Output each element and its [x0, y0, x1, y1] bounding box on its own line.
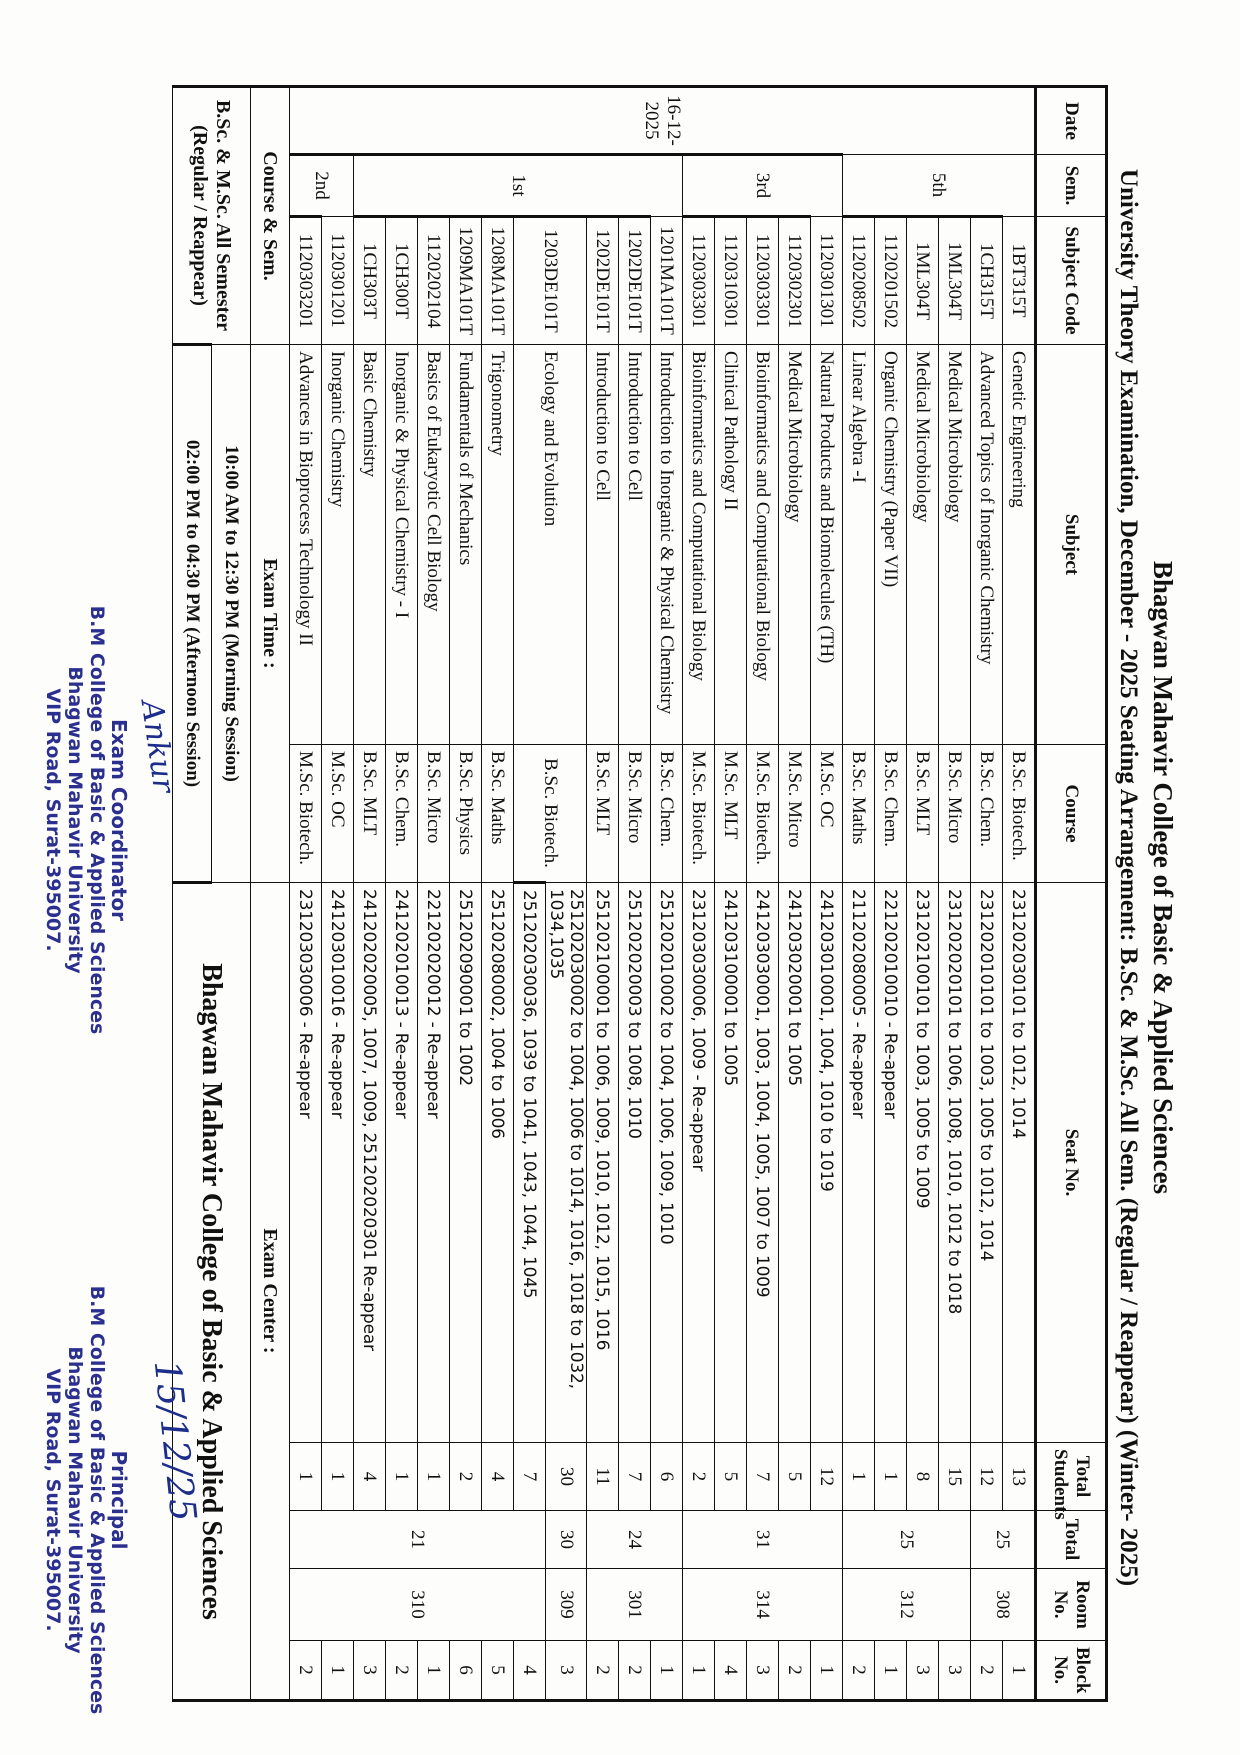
table-row: [1003, 87, 1036, 1701]
course: M.Sc. Biotech.: [290, 745, 322, 883]
col-seat-no: Seat No.: [1036, 883, 1107, 1443]
seat-range: 251202030036, 1039 to 1041, 1043, 1044, 1045: [514, 883, 546, 1443]
subject-name: Introduction to Cell: [587, 345, 619, 745]
room-total: 31: [683, 1511, 843, 1569]
afternoon-session: 02:00 PM to 04:30 PM (Afternoon Session): [173, 345, 212, 883]
table-row: [290, 87, 322, 1701]
total-students: 5: [715, 1443, 747, 1511]
seat-range: 231202010101 to 1003, 1005 to 1012, 1014: [971, 883, 1003, 1443]
total-students: 12: [811, 1443, 843, 1511]
seat-range: 241203020001 to 1005: [779, 883, 811, 1443]
subject-name: Genetic Engineering: [1003, 345, 1036, 745]
seat-range: 251202030002 to 1004, 1006 to 1014, 1016, 1018 to 1032, 1034,1035: [546, 883, 587, 1443]
course-sem-value-line1: B.Sc. & M.Sc. All Semester: [212, 99, 235, 332]
exam-time-label: Exam Time :: [251, 345, 290, 883]
subject-code: 1120310301: [715, 217, 747, 345]
subject-name: Bioinformatics and Computational Biology: [747, 345, 779, 745]
block-number: 3: [907, 1641, 939, 1701]
col-room-no: Room No.: [1036, 1569, 1107, 1641]
subject-code: 1203DE101T: [514, 217, 587, 345]
principal-stamp-line1: B.M College of Basic & Applied Sciences: [86, 1285, 108, 1715]
subject-name: Medical Microbiology: [779, 345, 811, 745]
subject-code: 1120208502: [843, 217, 875, 345]
subject-code: 1CH300T: [386, 217, 418, 345]
course: B.Sc. Chem.: [875, 745, 907, 883]
exam-subtitle: University Theory Examination, December - 2025 Seating Arrangement: B.Sc. & M.Sc. All Sem. (Regular / Reappear) (Winter- 2025): [1115, 168, 1142, 1587]
subject-code: 1209MA101T: [450, 217, 482, 345]
table-row: [546, 87, 587, 1701]
table-row: [779, 87, 811, 1701]
subject-name: Introduction to Inorganic & Physical Chemistry: [651, 345, 683, 745]
course: B.Sc. Physics: [450, 745, 482, 883]
table-row: [715, 87, 747, 1701]
coordinator-role: Exam Coordinator: [107, 719, 131, 921]
subject-name: Advances in Bioprocess Technology II: [290, 345, 322, 745]
subject-name: Fundamentals of Mechanics: [450, 345, 482, 745]
subject-name: Basic Chemistry: [354, 345, 386, 745]
block-number: 1: [811, 1641, 843, 1701]
seat-range: 231203030006, 1009 - Re-appear: [683, 883, 715, 1443]
room-total: 21: [290, 1511, 546, 1569]
room-number: 308: [971, 1569, 1036, 1641]
total-students: 15: [939, 1443, 971, 1511]
col-total-students: Total Students: [1036, 1443, 1107, 1511]
table-row: [587, 87, 619, 1701]
footer-labels-row: [251, 87, 290, 1701]
coordinator-stamp-line1: B.M College of Basic & Applied Sciences: [86, 605, 108, 1035]
col-subject-code: Subject Code: [1036, 217, 1107, 345]
course: B.Sc. MLT: [907, 745, 939, 883]
total-students: 4: [354, 1443, 386, 1511]
course: B.Sc. MLT: [354, 745, 386, 883]
block-number: 4: [514, 1641, 546, 1701]
block-number: 1: [875, 1641, 907, 1701]
seat-range: 231202100101 to 1003, 1005 to 1009: [907, 883, 939, 1443]
seat-range: 241202020005, 1007, 1009, 251202020301 Re-appear: [354, 883, 386, 1443]
principal-role: Principal: [107, 1450, 131, 1550]
exam-center-label: Exam Center :: [251, 883, 290, 1701]
course: M.Sc. Biotech.: [747, 745, 779, 883]
seat-range: 251202100001 to 1006, 1009, 1010, 1012, 1015, 1016: [587, 883, 619, 1443]
course: M.Sc. Micro: [779, 745, 811, 883]
subject-name: Medical Microbiology: [907, 345, 939, 745]
subject-code: 1202DE101T: [619, 217, 651, 345]
room-total: 30: [546, 1511, 587, 1569]
total-students: 1: [875, 1443, 907, 1511]
room-number: 301: [587, 1569, 683, 1641]
table-header-row: [1036, 87, 1107, 1701]
subject-name: Introduction to Cell: [619, 345, 651, 745]
course: B.Sc. Micro: [939, 745, 971, 883]
principal-stamp-line2: Bhagwan Mahavir University: [64, 1346, 86, 1654]
block-number: 3: [354, 1641, 386, 1701]
table-row: [971, 87, 1003, 1701]
table-row: [450, 87, 482, 1701]
col-subject: Subject: [1036, 345, 1107, 745]
seat-range: 241203100001 to 1005: [715, 883, 747, 1443]
block-number: 4: [715, 1641, 747, 1701]
block-number: 2: [290, 1641, 322, 1701]
room-number: 309: [546, 1569, 587, 1641]
coordinator-stamp-line2: Bhagwan Mahavir University: [64, 666, 86, 974]
table-row: [843, 87, 875, 1701]
course: B.Sc. Maths: [482, 745, 514, 883]
course: B.Sc. Chem.: [386, 745, 418, 883]
subject-code: 1120302301: [779, 217, 811, 345]
seating-table: [172, 85, 1108, 1702]
block-number: 6: [450, 1641, 482, 1701]
subject-code: 1120301201: [322, 217, 354, 345]
subject-code: 1120303301: [747, 217, 779, 345]
room-total: 25: [971, 1511, 1036, 1569]
exam-center-name: Bhagwan Mahavir College of Basic & Applied Sciences: [173, 883, 251, 1701]
course: M.Sc. OC: [322, 745, 354, 883]
seat-range: 251202020003 to 1008, 1010: [619, 883, 651, 1443]
subject-name: Organic Chemistry (Paper VII): [875, 345, 907, 745]
table-row: [322, 87, 354, 1701]
course: B.Sc. Biotech.: [514, 745, 587, 883]
course: B.Sc. Maths: [843, 745, 875, 883]
table-row: [418, 87, 450, 1701]
block-number: 3: [546, 1641, 587, 1701]
subject-name: Natural Products and Biomolecules (TH): [811, 345, 843, 745]
subject-name: Clinical Pathology II: [715, 345, 747, 745]
course: B.Sc. Chem.: [971, 745, 1003, 883]
subject-code: 1120303201: [290, 217, 322, 345]
seat-range: 241203030001, 1003, 1004, 1005, 1007 to 1009: [747, 883, 779, 1443]
course-sem-value-line2: (Regular / Reappear): [189, 125, 212, 306]
table-row: [386, 87, 418, 1701]
subject-code: 1CH315T: [971, 217, 1003, 345]
seat-range: 231202030101 to 1012, 1014: [1003, 883, 1036, 1443]
subject-code: 1120202104: [418, 217, 450, 345]
sem-label: 2nd: [290, 155, 354, 217]
room-number: 310: [290, 1569, 546, 1641]
col-block-no: Block No.: [1036, 1641, 1107, 1701]
subject-code: 1120201502: [875, 217, 907, 345]
total-students: 11: [587, 1443, 619, 1511]
seat-range: 231203030006 - Re-appear: [290, 883, 322, 1443]
table-row: [651, 87, 683, 1701]
subject-code: 1ML304T: [907, 217, 939, 345]
total-students: 1: [843, 1443, 875, 1511]
course-sem-label: Course & Sem.: [251, 87, 290, 345]
seat-range: 251202080002, 1004 to 1006: [482, 883, 514, 1443]
sem-label: 3rd: [683, 155, 843, 217]
table-row: [875, 87, 907, 1701]
total-students: 1: [386, 1443, 418, 1511]
block-number: 1: [1003, 1641, 1036, 1701]
total-students: 7: [747, 1443, 779, 1511]
total-students: 7: [619, 1443, 651, 1511]
subject-code: 1120301301: [811, 217, 843, 345]
subject-name: Advanced Topics of Inorganic Chemistry: [971, 345, 1003, 745]
subject-code: 1BT315T: [1003, 217, 1036, 345]
subject-name: Bioinformatics and Computational Biology: [683, 345, 715, 745]
coordinator-stamp-line3: VIP Road, Surat-395007.: [42, 688, 64, 952]
sem-label: 5th: [843, 155, 1036, 217]
block-number: 1: [683, 1641, 715, 1701]
course: M.Sc. MLT: [715, 745, 747, 883]
table-row: [747, 87, 779, 1701]
block-number: 3: [939, 1641, 971, 1701]
subject-code: 1201MA101T: [651, 217, 683, 345]
total-students: 1: [418, 1443, 450, 1511]
table-row: [619, 87, 651, 1701]
table-row: [482, 87, 514, 1701]
room-number: 312: [843, 1569, 971, 1641]
course: B.Sc. Micro: [418, 745, 450, 883]
block-number: 1: [322, 1641, 354, 1701]
subject-name: Basics of Eukaryotic Cell Biology: [418, 345, 450, 745]
subject-name: Inorganic Chemistry: [322, 345, 354, 745]
col-date: Date: [1036, 87, 1107, 155]
total-students: 30: [546, 1443, 587, 1511]
subject-name: Trigonometry: [482, 345, 514, 745]
room-number: 314: [683, 1569, 843, 1641]
total-students: 5: [779, 1443, 811, 1511]
footer-morning-row: [212, 87, 251, 1701]
table-row: [939, 87, 971, 1701]
subject-name: Medical Microbiology: [939, 345, 971, 745]
course: M.Sc. OC: [811, 745, 843, 883]
col-total: Total: [1036, 1511, 1107, 1569]
block-number: 3: [747, 1641, 779, 1701]
subject-code: 1208MA101T: [482, 217, 514, 345]
block-number: 2: [587, 1641, 619, 1701]
seat-range: 251202090001 to 1002: [450, 883, 482, 1443]
coordinator-signature: Ankur: [133, 698, 182, 795]
block-number: 5: [482, 1641, 514, 1701]
college-title: Bhagwan Mahavir College of Basic & Applied Sciences: [1148, 560, 1178, 1195]
block-number: 1: [418, 1641, 450, 1701]
seat-range: 241203010001, 1004, 1010 to 1019: [811, 883, 843, 1443]
course: B.Sc. Chem.: [651, 745, 683, 883]
seat-range: 221202020012 - Re-appear: [418, 883, 450, 1443]
total-students: 1: [290, 1443, 322, 1511]
block-number: 2: [779, 1641, 811, 1701]
seat-range: 241202010013 - Re-appear: [386, 883, 418, 1443]
block-number: 2: [386, 1641, 418, 1701]
total-students: 1: [322, 1443, 354, 1511]
total-students: 8: [907, 1443, 939, 1511]
course-sem-value: [173, 87, 251, 345]
block-number: 2: [619, 1641, 651, 1701]
seat-range: 221202010010 - Re-appear: [875, 883, 907, 1443]
course: B.Sc. Micro: [619, 745, 651, 883]
subject-name: Inorganic & Physical Chemistry - I: [386, 345, 418, 745]
block-number: 1: [651, 1641, 683, 1701]
sem-label: 1st: [354, 155, 683, 217]
seat-range: 231202020101 to 1006, 1008, 1010, 1012 to 1018: [939, 883, 971, 1443]
block-number: 2: [971, 1641, 1003, 1701]
course: B.Sc. MLT: [587, 745, 619, 883]
course: B.Sc. Biotech.: [1003, 745, 1036, 883]
table-row: [683, 87, 715, 1701]
seat-range: 241203010016 - Re-appear: [322, 883, 354, 1443]
seat-range: 251202010002 to 1004, 1006, 1009, 1010: [651, 883, 683, 1443]
subject-code: 1ML304T: [939, 217, 971, 345]
total-students: 4: [482, 1443, 514, 1511]
subject-code: 1120303301: [683, 217, 715, 345]
subject-code: 1202DE101T: [587, 217, 619, 345]
col-course: Course: [1036, 745, 1107, 883]
subject-name: Ecology and Evolution: [514, 345, 587, 745]
coordinator-stamp: [42, 560, 130, 1080]
subject-name: Linear Algebra -I: [843, 345, 875, 745]
total-students: 2: [683, 1443, 715, 1511]
room-total: 24: [587, 1511, 683, 1569]
principal-stamp: [42, 1260, 130, 1740]
total-students: 12: [971, 1443, 1003, 1511]
col-sem: Sem.: [1036, 155, 1107, 217]
principal-signature: 15/12/25: [145, 1358, 204, 1524]
block-number: 2: [843, 1641, 875, 1701]
table-row: [354, 87, 386, 1701]
table-row: [907, 87, 939, 1701]
room-total: 25: [843, 1511, 971, 1569]
total-students: 13: [1003, 1443, 1036, 1511]
subject-code: 1CH303T: [354, 217, 386, 345]
total-students: 2: [450, 1443, 482, 1511]
morning-session: 10:00 AM to 12:30 PM (Morning Session): [212, 345, 251, 883]
total-students: 6: [651, 1443, 683, 1511]
exam-date: 16-12-2025: [290, 87, 1036, 155]
seat-range: 211202080005 - Re-appear: [843, 883, 875, 1443]
table-row: [811, 87, 843, 1701]
course: M.Sc. Biotech.: [683, 745, 715, 883]
total-students: 7: [514, 1443, 546, 1511]
principal-stamp-line3: VIP Road, Surat-395007.: [42, 1368, 64, 1632]
